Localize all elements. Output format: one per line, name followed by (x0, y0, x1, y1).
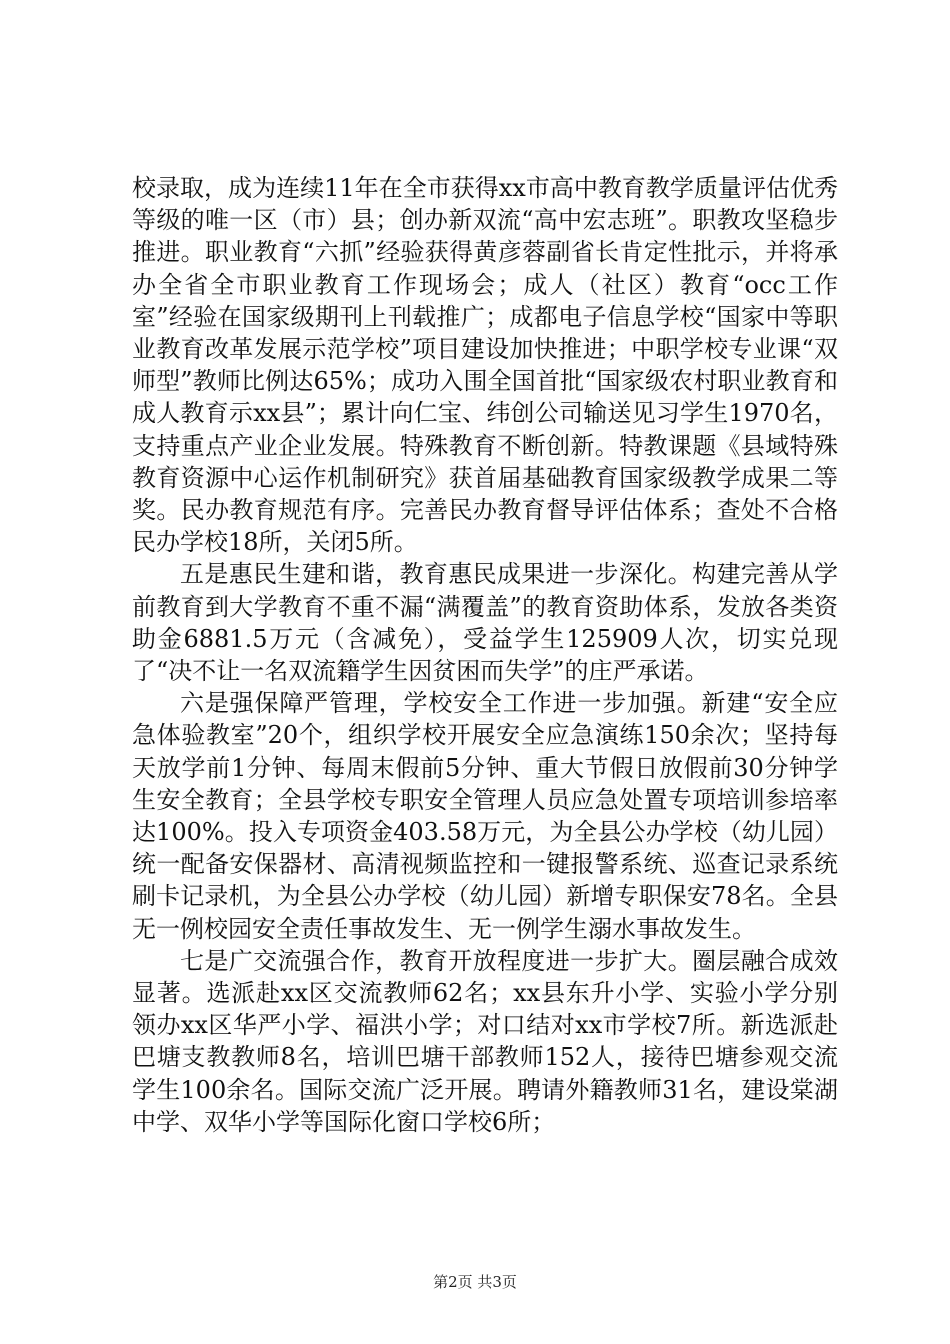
paragraph-livelihood: 五是惠民生建和谐，教育惠民成果进一步深化。构建完善从学前教育到大学教育不重不漏“满覆盖”的教育资助体系，发放各类资助金6881.5万元（含减免），受益学生125909人次，切实兑现了“决不让一名双流籍学生因贫困而失学”的庄严承诺。 (132, 560, 838, 686)
paragraph-continuation: 校录取，成为连续11年在全市获得xx市高中教育教学质量评估优秀等级的唯一区（市）县；创办新双流“高中宏志班”。职教攻坚稳步推进。职业教育“六抓”经验获得黄彦蓉副省长肯定性批示，并将承办全省全市职业教育工作现场会；成人（社区）教育“occ工作室”经验在国家级期刊上刊载推广；成都电子信息学校“国家中等职业教育改革发展示范学校”项目建设加快推进；中职学校专业课“双师型”教师比例达65%；成功入围全国首批“国家级农村职业教育和成人教育示xx县”；累计向仁宝、纬创公司输送见习学生1970名，支持重点产业企业发展。特殊教育不断创新。特教课题《县域特殊教育资源中心运作机制研究》获首届基础教育国家级教学成果二等奖。民办教育规范有序。完善民办教育督导评估体系；查处不合格民办学校18所，关闭5所。 (132, 174, 838, 557)
paragraph-exchange: 七是广交流强合作，教育开放程度进一步扩大。圈层融合成效显著。选派赴xx区交流教师62名；xx县东升小学、实验小学分别领办xx区华严小学、福洪小学；对口结对xx市学校7所。新选派赴巴塘支教教师8名，培训巴塘干部教师152人，接待巴塘参观交流学生100余名。国际交流广泛开展。聘请外籍教师31名，建设棠湖中学、双华小学等国际化窗口学校6所； (132, 946, 838, 1136)
body-text (132, 172, 838, 1138)
page-footer: 第2页 共3页 (433, 1273, 517, 1291)
paragraph-safety: 六是强保障严管理，学校安全工作进一步加强。新建“安全应急体验教室”20个，组织学校开展安全应急演练150余次；坚持每天放学前1分钟、每周末假前5分钟、重大节假日放假前30分钟学生安全教育；全县学校专职安全管理人员应急处置专项培训参培率达100%。投入专项资金403.58万元，为全县公办学校（幼儿园）统一配备安保器材、高清视频监控和一键报警系统、巡查记录系统刷卡记录机，为全县公办学校（幼儿园）新增专职保安78名。全县无一例校园安全责任事故发生、无一例学生溺水事故发生。 (132, 689, 838, 943)
